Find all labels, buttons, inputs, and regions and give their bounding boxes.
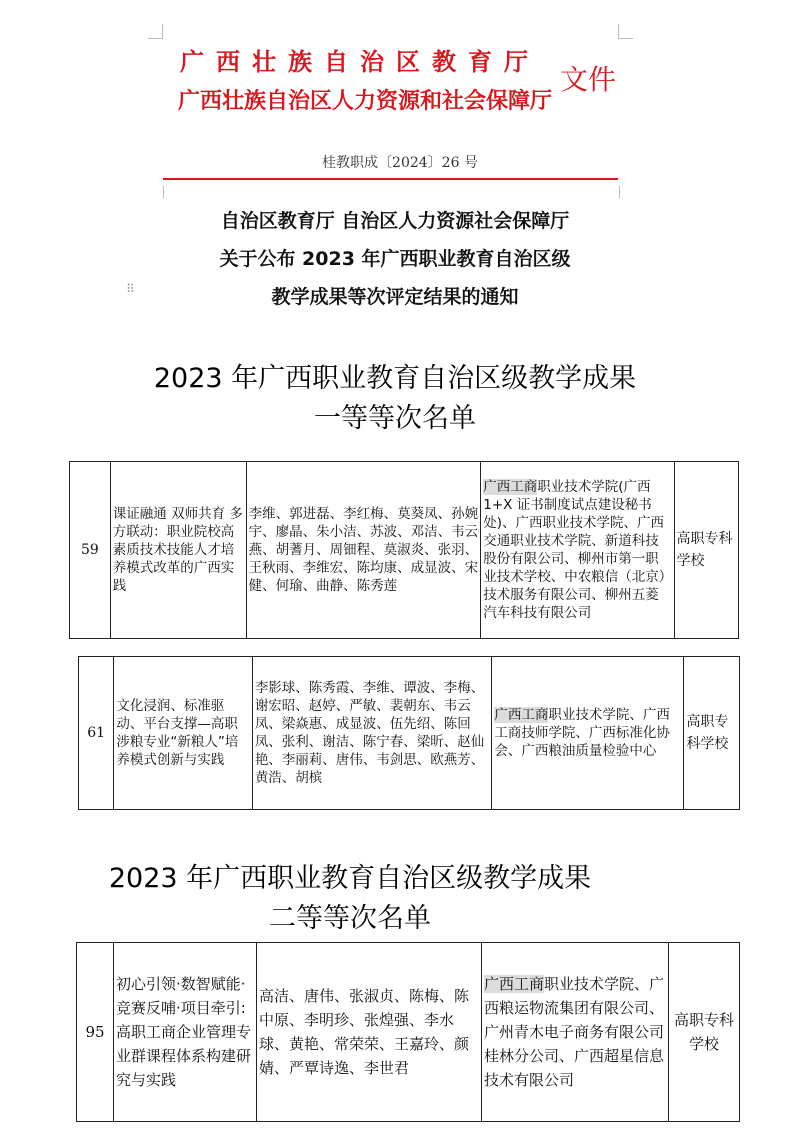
table-row (70, 462, 739, 639)
project-title: 课证融通 双师共育 多方联动：职业院校高素质技术技能人才培养模式改革的广西实践 (110, 462, 246, 639)
red-divider (163, 178, 618, 180)
crop-mark-top-right (618, 24, 633, 39)
second-prize-table (76, 942, 740, 1122)
table-row (77, 943, 740, 1122)
org-text: 职业技术学院(广西 1+X 证书制度试点建设秘书处)、广西职业技术学院、广西交通职业技术学院、新道科技股份有限公司、柳州市第一职业技术学校、中农粮信（北京）技术服务有限公司、柳州五菱汽车科技有限公司 (483, 479, 666, 621)
section1-title-line2: 一等等次名单 (314, 403, 476, 434)
first-prize-table (69, 461, 739, 639)
org-text: 职业技术学院、广西工商技师学院、广西标准化协会、广西粮油质量检验中心 (494, 707, 670, 759)
section2-title-line2: 二等等次名单 (269, 903, 431, 934)
crop-mark-top-left (148, 24, 163, 39)
document-number: 桂教职成〔2024〕26 号 (322, 155, 478, 171)
document-suffix: 文件 (560, 63, 617, 96)
drag-handle-icon[interactable]: ⠿ (126, 282, 135, 296)
project-title: 文化浸润、标准驱动、平台支撑—高职涉粮专业“新粮人”培养模式创新与实践 (114, 657, 252, 810)
table-row (79, 657, 740, 810)
org-text: 职业技术学院、广西粮运物流集团有限公司、广州青木电子商务有限公司桂林分公司、广西超星信息技术有限公司 (484, 975, 665, 1089)
row-number: 61 (79, 657, 114, 810)
search-highlight: 广西工商 (494, 707, 549, 723)
section1-title-line1: 2023 年广西职业教育自治区级教学成果 (153, 363, 637, 394)
project-organizations (492, 657, 684, 810)
notice-title-line3: 教学成果等次评定结果的通知 (271, 286, 519, 308)
issuer-education-dept: 广西壮族自治区教育厅 (180, 48, 540, 76)
project-organizations (481, 462, 674, 639)
row-number: 59 (70, 462, 111, 639)
notice-title-line2: 关于公布 2023 年广西职业教育自治区级 (219, 248, 571, 270)
school-type: 高职专科学校 (669, 943, 740, 1122)
first-prize-table-2 (78, 656, 740, 810)
section2-title-line1: 2023 年广西职业教育自治区级教学成果 (108, 863, 592, 894)
school-type: 高职专科学校 (674, 462, 739, 639)
notice-title-line1: 自治区教育厅 自治区人力资源社会保障厅 (220, 210, 570, 232)
search-highlight: 广西工商 (483, 479, 538, 495)
project-organizations (482, 943, 669, 1122)
project-members: 李影球、陈秀霞、李维、谭波、李梅、谢宏昭、赵婷、严敏、裴朝东、韦云凤、梁焱惠、成显波、伍先绍、陈回凤、张利、谢洁、陈宁春、梁昕、赵仙艳、李丽莉、唐伟、韦剑思、欧燕芳、黄浩、胡槟 (252, 657, 492, 810)
project-members: 高洁、唐伟、张淑贞、陈梅、陈中原、李明珍、张煌强、李水球、黄艳、常荣荣、王嘉玲、颜婧、严覃诗逸、李世君 (257, 943, 482, 1122)
search-highlight: 广西工商 (484, 975, 545, 993)
project-title: 初心引领·数智赋能·竞赛反哺·项目牵引:高职工商企业管理专业群课程体系构建研究与实践 (114, 943, 257, 1122)
issuer-hr-dept: 广西壮族自治区人力资源和社会保障厅 (177, 89, 552, 114)
row-number: 95 (77, 943, 114, 1122)
project-members: 李维、郭进磊、李红梅、莫葵凤、孙婉宇、廖晶、朱小洁、苏波、邓洁、韦云燕、胡蓍月、周钿程、莫淑炎、张羽、王秋雨、李维宏、陈均康、成显波、宋健、何瑜、曲静、陈秀莲 (246, 462, 481, 639)
school-type: 高职专科学校 (684, 657, 740, 810)
margin-guide (163, 186, 620, 198)
